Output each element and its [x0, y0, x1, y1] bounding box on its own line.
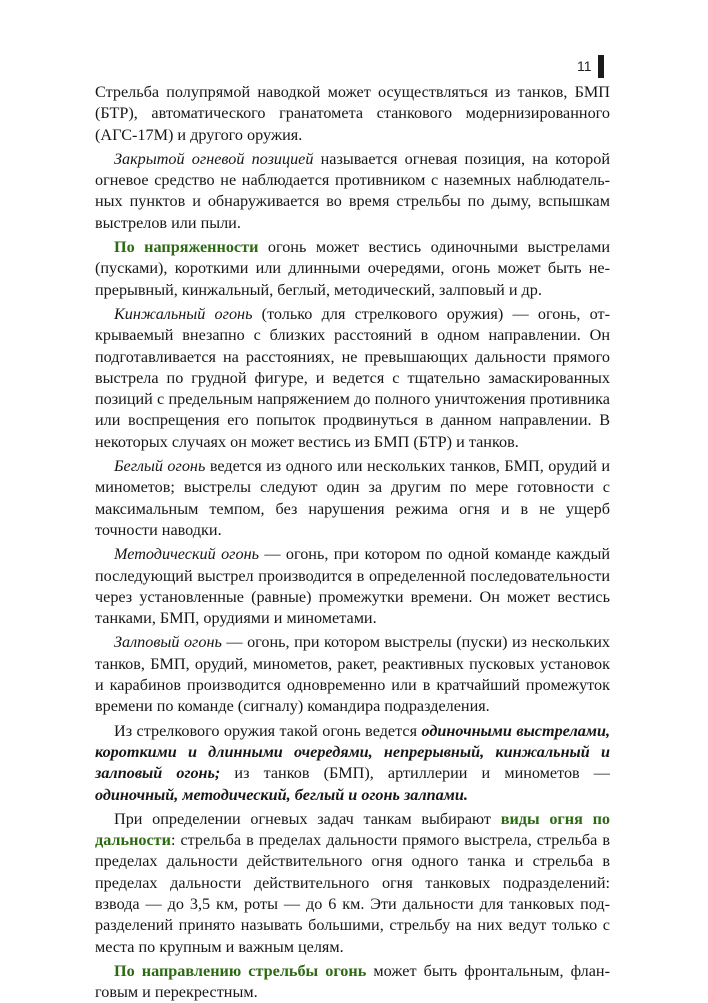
paragraph-9-text-2: : стрельба в пределах дальности прямого выстрела, стрельба в пределах дальности действительного огня одного танка и стрельба в пределах дальности действительного огня танковых подразделений: взвода — до 3,5 км, роты — до 6 км. Эти дальности для танковых подразделений принято называть большими, стрельбу на них ведут только с места по крупным и важным целям.: [95, 831, 610, 956]
paragraph-7-text: — огонь, при котором выстрелы (пуски) из нескольких танков, БМП, орудий, минометов, ракет, реактивных пусковых установок и карабинов производится одновременно или в кратчайший промежуток времени по команде (сигналу) командира подразделения.: [95, 633, 611, 716]
paragraph-2: [95, 149, 610, 234]
artillery-fire-types: одиночный, методический, беглый и огонь залпами.: [95, 785, 468, 804]
term-rapid-fire: Беглый огонь: [114, 457, 206, 476]
body-text: [95, 82, 610, 1003]
small-arms-fire-types: одиночными выстрелами, короткими и длинными очередями, непрерывный, кинжальный и залповый огонь;: [95, 721, 611, 783]
paragraph-1-text: Стрельба полупрямой наводкой может осуществляться из танков, БМП (БТР), автоматического гранатомета станкового модернизированного (АГС-17М) и другого оружия.: [95, 83, 610, 144]
paragraph-5-text: ведется из одного или нескольких танков, БМП, орудий и минометов; выстрелы следуют один за другим по мере готовности с максимальным темпом, без нарушения режима огня и в не ущерб точности наводки.: [95, 457, 610, 539]
paragraph-10-text: может быть фронтальным, фланговым и перекрестным.: [95, 961, 610, 1002]
paragraph-4: [95, 304, 610, 453]
paragraph-3: [95, 237, 610, 301]
paragraph-6: [95, 544, 610, 629]
paragraph-3-text: огонь может вестись одиночными выстрелами (пусками), короткими или длинными очередями, огонь может быть непрерывный, кинжальный, беглый, методический, залповый и др.: [95, 238, 610, 299]
term-dagger-fire: Кинжальный огонь: [114, 304, 253, 323]
heading-fire-by-range: виды огня по дальности: [95, 809, 610, 850]
paragraph-6-text: — огонь, при котором по одной команде каждый последующий выстрел производится в определенной последовательности через установленные (равные) промежутки времени. Он может вестись танками, БМП, орудиями и минометами.: [95, 545, 610, 628]
paragraph-2-text: называется огневая позиция, на которой огневое средство не наблюдается противником с наземных наблюдательных пунктов и обнаруживается во время стрельбы по дыму, вспышкам выстрелов или пыли.: [95, 149, 611, 232]
term-methodical-fire: Методический огонь: [114, 545, 259, 564]
term-volley-fire: Залповый огонь: [114, 633, 222, 652]
heading-by-direction: По направлению стрельбы огонь: [114, 961, 367, 980]
page-number: 11: [577, 58, 592, 74]
page-number-bar: [598, 55, 604, 78]
paragraph-1: [95, 82, 610, 146]
paragraph-9-text-1: При определении огневых задач танкам выбирают: [114, 809, 501, 828]
paragraph-4-text: (только для стрелкового оружия) — огонь, открываемый внезапно с близких расстояний в одном направлении. Он подготавливается на расстояниях, не превышающих дальности прямого выстрела по грудной фигуре, и ведется с тщательно замаскированных позиций с предельным напряжением до полного уничтожения противника или воспрещения его попыток продвинуться в данном направлении. В некоторых случаях он может вестись из БМП (БТР) и танков.: [95, 304, 610, 451]
paragraph-8-text-2: из танков (БМП), артиллерии и минометов —: [220, 764, 610, 783]
term-closed-fire-position: Закрытой огневой позицией: [114, 149, 314, 168]
paragraph-8: [95, 721, 610, 806]
paragraph-10: [95, 961, 610, 1003]
paragraph-7: [95, 632, 610, 717]
paragraph-9: [95, 809, 610, 958]
heading-by-intensity: По напряженности: [114, 238, 259, 257]
paragraph-5: [95, 456, 610, 541]
paragraph-8-text-1: Из стрелкового оружия такой огонь ведется: [114, 721, 422, 740]
